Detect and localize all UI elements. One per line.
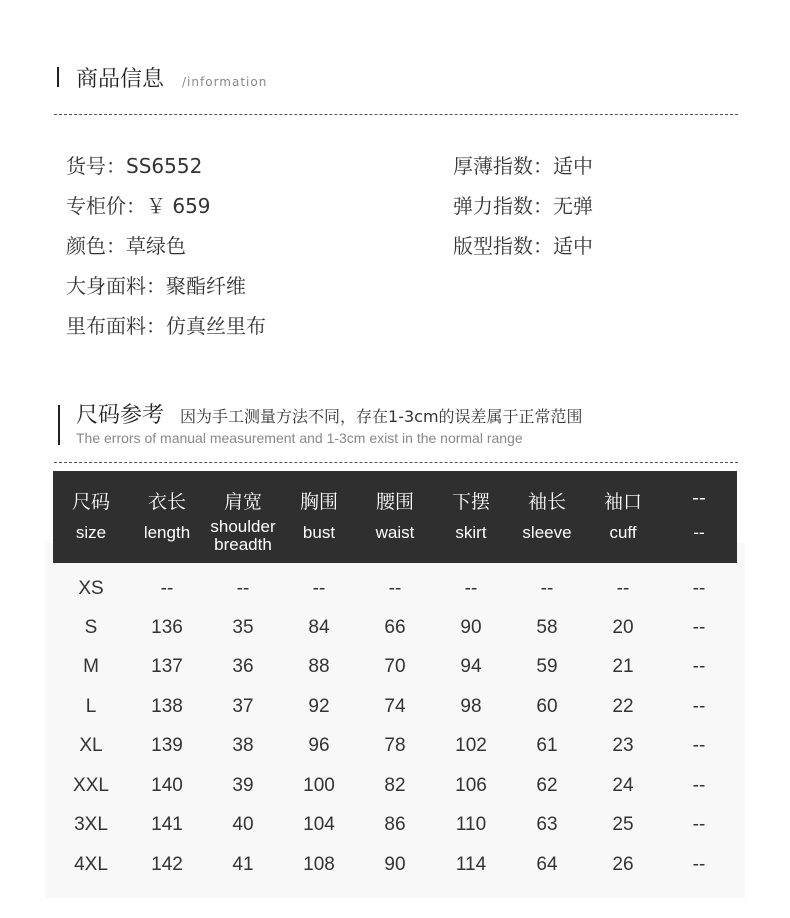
header-en: length: [143, 523, 191, 542]
table-cell: 37: [232, 696, 254, 717]
table-row: [53, 805, 737, 844]
table-cell: 26: [612, 854, 634, 875]
table-cell: 40: [232, 814, 254, 835]
info-item-price: [66, 190, 211, 219]
size-reference-title: 尺码参考: [76, 403, 165, 428]
table-cell: 82: [384, 775, 406, 796]
header-cn: 腰围: [375, 491, 414, 513]
header-cn: 胸围: [299, 491, 338, 513]
info-item-lining: [66, 310, 266, 339]
header-shoulder: [205, 471, 281, 563]
size-label-cell: XL: [79, 735, 103, 756]
table-cell: 114: [455, 854, 487, 875]
table-cell: 25: [612, 814, 634, 835]
table-cell: 94: [460, 656, 482, 677]
info-value: 适中: [553, 234, 593, 258]
table-cell: 136: [151, 617, 183, 638]
table-cell: 142: [151, 854, 183, 875]
table-cell: 96: [308, 735, 330, 756]
size-label-cell: L: [85, 696, 97, 717]
size-label-cell: XXL: [73, 775, 109, 796]
header-cn: 袖长: [527, 491, 566, 513]
table-row: [53, 845, 737, 884]
table-cell: --: [236, 578, 250, 599]
table-cell: 66: [384, 617, 406, 638]
info-label: 版型指数：: [453, 234, 553, 258]
table-cell: 84: [308, 617, 330, 638]
table-row: [53, 766, 737, 805]
info-value: 适中: [553, 154, 593, 178]
table-row: [53, 687, 737, 726]
table-cell: 59: [536, 656, 558, 677]
size-label-cell: 4XL: [74, 854, 108, 875]
info-value: 聚酯纤维: [166, 274, 246, 298]
header-cn: 下摆: [451, 491, 490, 513]
table-row: [53, 569, 737, 608]
info-label: 里布面料：: [66, 314, 166, 338]
size-label-cell: 3XL: [74, 814, 108, 835]
table-cell: 140: [151, 775, 183, 796]
table-cell: 100: [303, 775, 335, 796]
header-en: skirt: [455, 523, 487, 542]
product-info-title: 商品信息: [76, 67, 165, 92]
info-item-fit: [453, 230, 593, 259]
size-reference-header: [76, 398, 583, 429]
table-cell: 92: [308, 696, 330, 717]
info-label: 专柜价：: [66, 194, 146, 218]
size-label-cell: M: [83, 656, 99, 677]
table-cell: 60: [536, 696, 558, 717]
table-cell: 106: [455, 775, 487, 796]
table-cell: 98: [460, 696, 482, 717]
table-cell: --: [464, 578, 478, 599]
info-item-sku: [66, 150, 202, 179]
section-marker: [58, 405, 60, 445]
info-label: 厚薄指数：: [453, 154, 553, 178]
info-value: 草绿色: [126, 234, 186, 258]
table-cell: 22: [612, 696, 634, 717]
table-cell: 35: [232, 617, 254, 638]
table-cell: 137: [151, 656, 183, 677]
info-label: 大身面料：: [66, 274, 166, 298]
table-cell: 139: [151, 735, 183, 756]
info-value: ￥ 659: [146, 194, 211, 218]
header-en: bust: [302, 523, 336, 542]
table-cell: 78: [384, 735, 406, 756]
header-cn: 尺码: [71, 491, 110, 513]
table-row: [53, 608, 737, 647]
header-en: cuff: [609, 523, 637, 542]
header-cuff: [585, 471, 661, 563]
product-info-subtitle: /information: [182, 75, 268, 89]
header-cn: 衣长: [147, 491, 186, 513]
table-cell: --: [692, 854, 706, 875]
header-en: size: [75, 523, 107, 542]
table-cell: 64: [536, 854, 558, 875]
table-cell: 141: [151, 814, 183, 835]
table-cell: --: [312, 578, 326, 599]
table-cell: 102: [455, 735, 487, 756]
table-cell: --: [692, 578, 706, 599]
table-cell: --: [540, 578, 554, 599]
divider: [54, 114, 738, 115]
table-cell: 62: [536, 775, 558, 796]
size-reference-note-en: The errors of manual measurement and 1-3cm exist in the normal range: [76, 430, 523, 446]
section-marker: [57, 67, 59, 87]
table-cell: 39: [232, 775, 254, 796]
table-cell: --: [692, 735, 706, 756]
info-item-thickness: [453, 150, 593, 179]
header-bust: [281, 471, 357, 563]
info-item-elasticity: [453, 190, 593, 219]
size-table-header: [53, 471, 737, 563]
table-cell: --: [692, 814, 706, 835]
size-reference-note: 因为手工测量方法不同，存在1-3cm的误差属于正常范围: [180, 407, 583, 426]
header-cn: --: [692, 487, 706, 509]
header-cn: 袖口: [603, 491, 642, 513]
info-value: SS6552: [126, 154, 203, 178]
table-cell: --: [388, 578, 402, 599]
table-row: [53, 647, 737, 686]
size-label-cell: S: [84, 617, 98, 638]
table-cell: 110: [455, 814, 487, 835]
header-en: sleeve: [522, 523, 572, 542]
header-en: shoulder breadth: [210, 517, 276, 554]
table-cell: 88: [308, 656, 330, 677]
table-cell: 70: [384, 656, 406, 677]
table-cell: --: [692, 696, 706, 717]
table-cell: --: [692, 775, 706, 796]
info-label: 颜色：: [66, 234, 126, 258]
header-skirt: [433, 471, 509, 563]
table-cell: 90: [384, 854, 406, 875]
header-waist: [357, 471, 433, 563]
info-label: 货号：: [66, 154, 126, 178]
table-cell: 74: [384, 696, 406, 717]
table-cell: 20: [612, 617, 634, 638]
table-cell: 108: [303, 854, 335, 875]
header-en: --: [693, 523, 705, 542]
table-cell: 86: [384, 814, 406, 835]
table-cell: 41: [232, 854, 254, 875]
header-sleeve: [509, 471, 585, 563]
product-info-header: [76, 62, 267, 92]
table-cell: 63: [536, 814, 558, 835]
table-cell: 23: [612, 735, 634, 756]
info-item-color: [66, 230, 186, 259]
info-item-fabric: [66, 270, 246, 299]
table-cell: --: [160, 578, 174, 599]
info-label: 弹力指数：: [453, 194, 553, 218]
info-value: 仿真丝里布: [166, 314, 266, 338]
table-cell: --: [692, 656, 706, 677]
table-cell: 104: [303, 814, 335, 835]
header-cn: 肩宽: [223, 491, 262, 513]
info-value: 无弹: [553, 194, 593, 218]
table-cell: 36: [232, 656, 254, 677]
table-cell: 138: [151, 696, 183, 717]
header-en: waist: [375, 523, 415, 542]
table-cell: 90: [460, 617, 482, 638]
table-cell: --: [616, 578, 630, 599]
table-cell: --: [692, 617, 706, 638]
table-row: [53, 726, 737, 765]
header-extra: [661, 471, 737, 563]
table-cell: 61: [536, 735, 558, 756]
divider: [54, 462, 738, 463]
table-cell: 24: [612, 775, 634, 796]
table-cell: 58: [536, 617, 558, 638]
table-cell: 38: [232, 735, 254, 756]
table-cell: 21: [612, 656, 634, 677]
header-size: [53, 471, 129, 563]
header-length: [129, 471, 205, 563]
size-label-cell: XS: [78, 578, 104, 599]
